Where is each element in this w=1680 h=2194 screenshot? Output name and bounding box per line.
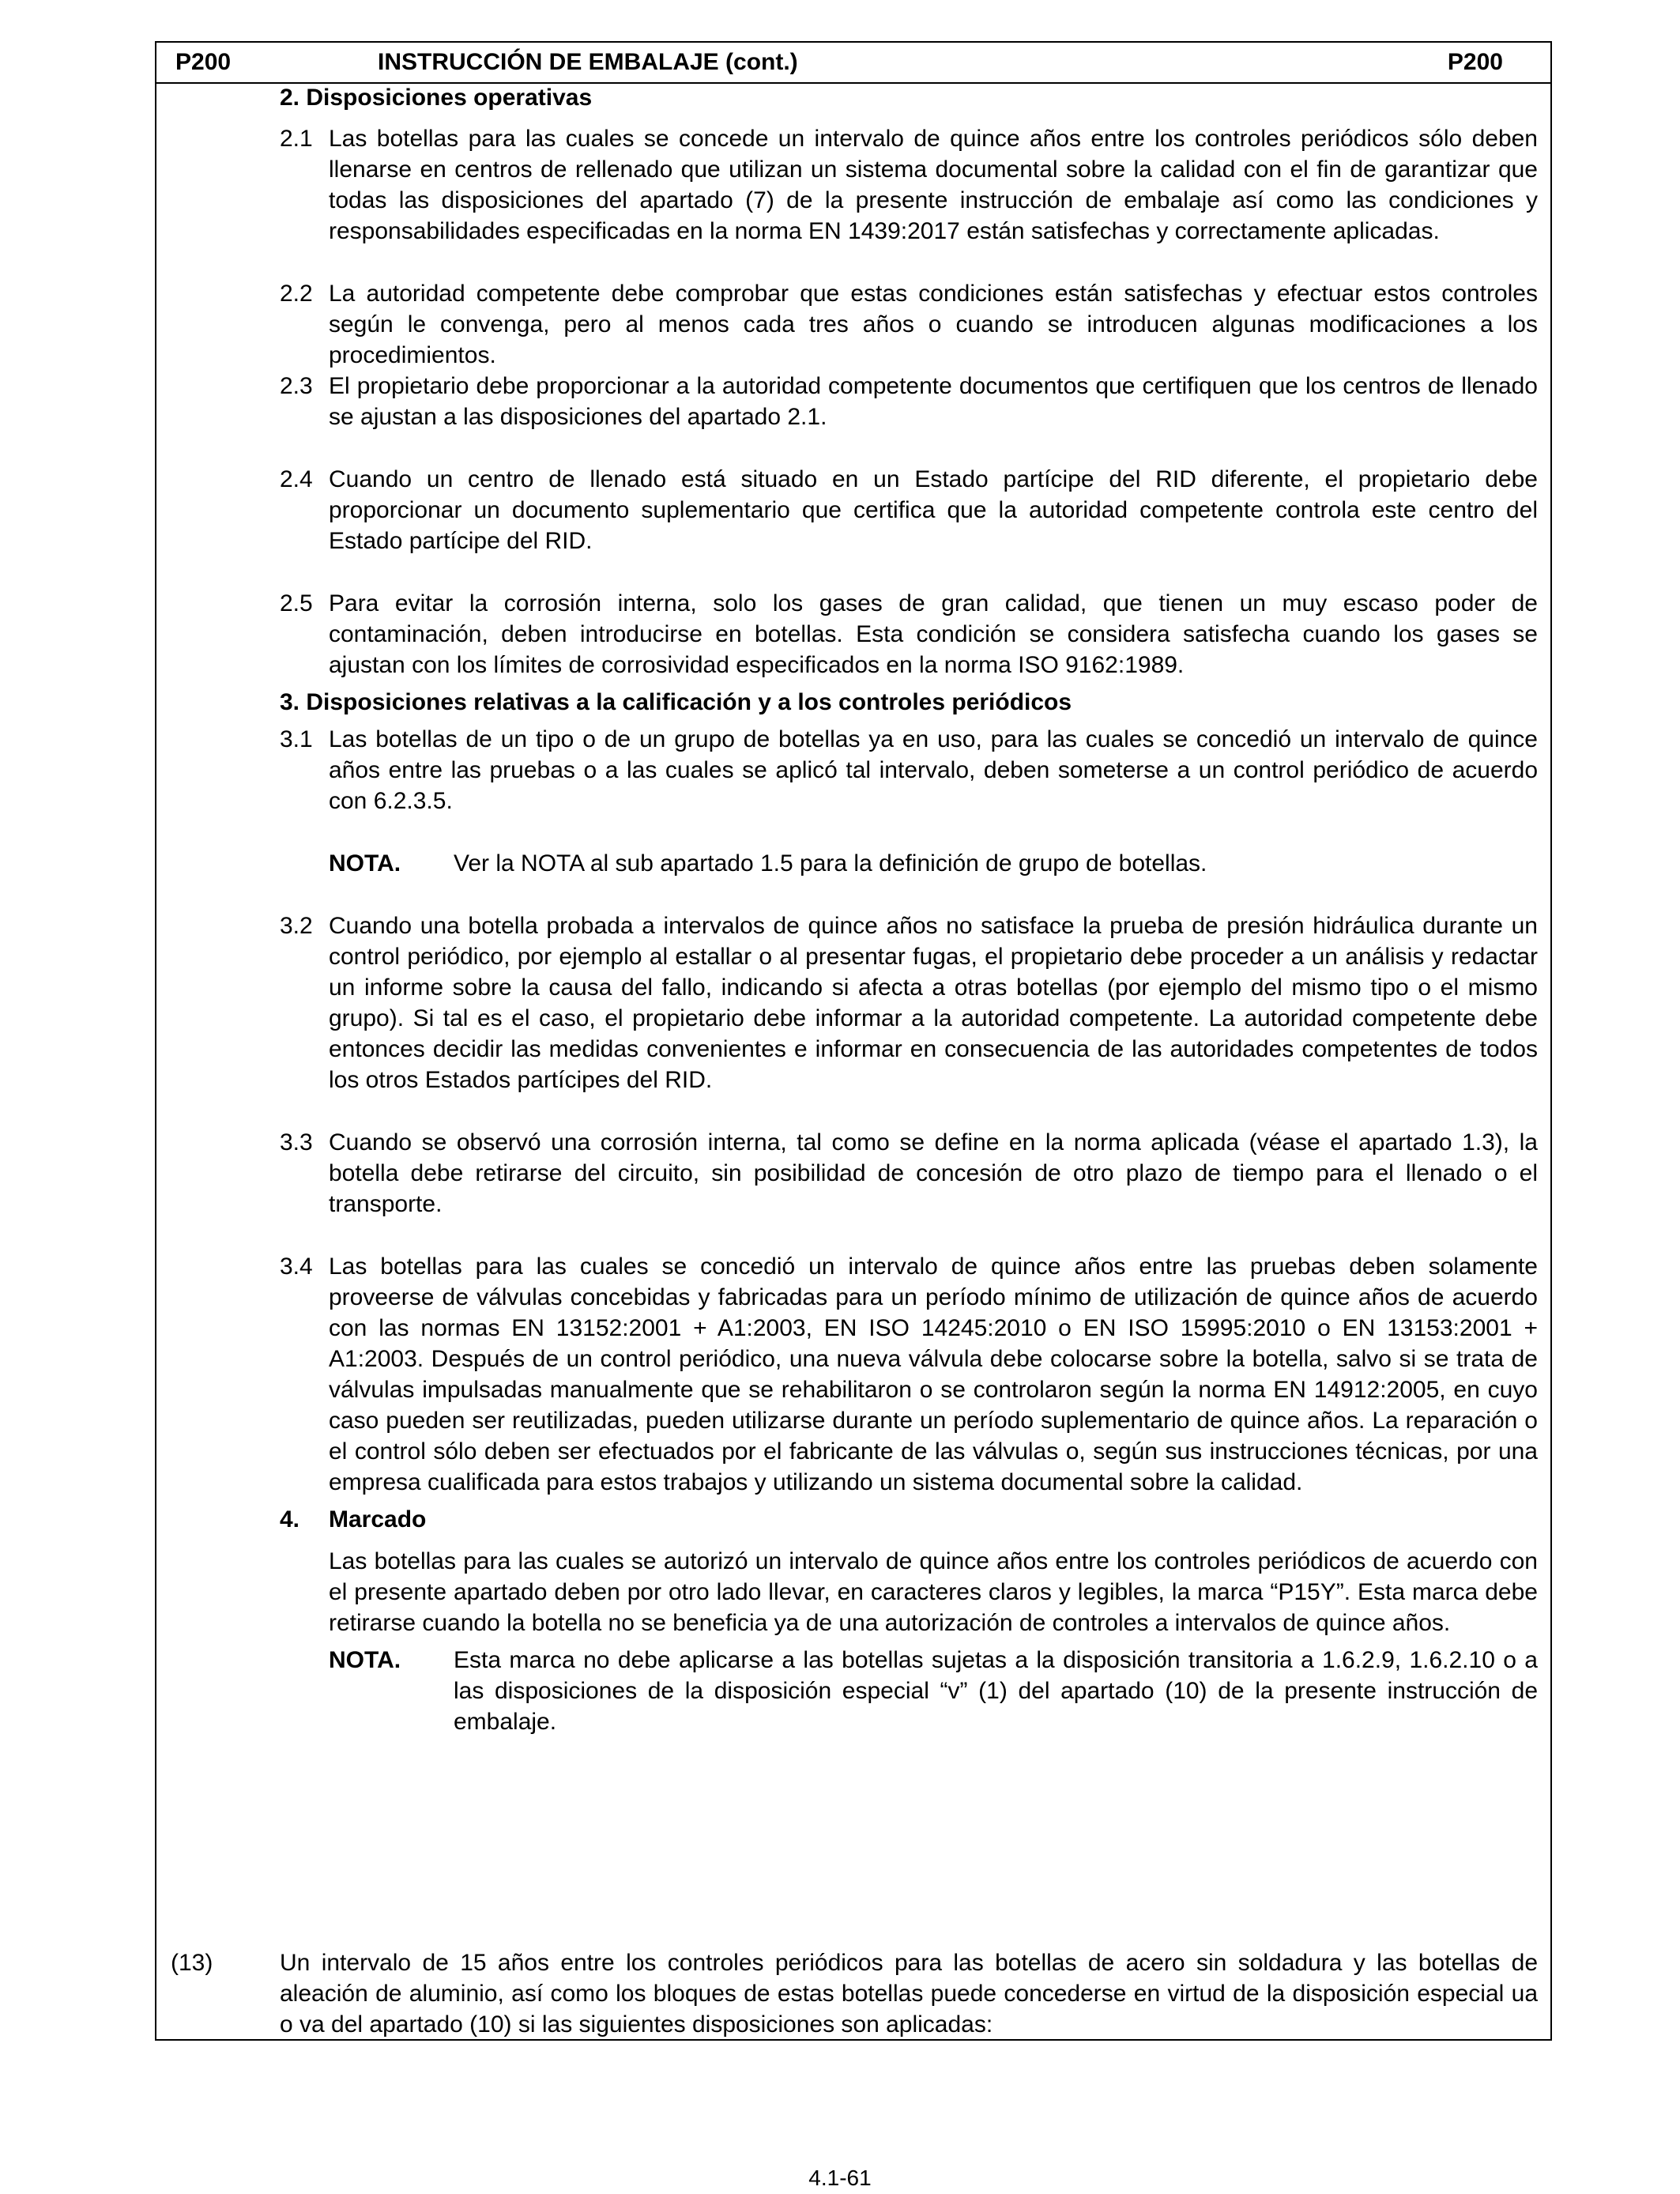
header-code-right: P200 xyxy=(1447,49,1503,75)
paragraph-number: 3.2 xyxy=(280,913,313,939)
paragraph-2-4 xyxy=(280,464,1538,556)
header-title: INSTRUCCIÓN DE EMBALAJE (cont.) xyxy=(378,49,798,75)
paragraph-text: Cuando una botella probada a intervalos de quince años no satisface la prueba de presión hidráulica durante un control periódico, por ejemplo al estallar o al presentar fugas, el propietario debe proceder a un análisis y redactar un informe sobre la causa del fallo, indicando si afecta a otras botellas (por ejemplo del mismo tipo o el mismo grupo). Si tal es el caso, el propietario debe informar a la autoridad competente. La autoridad competente debe entonces decidir las medidas convenientes e informar en consecuencia de las autoridades competentes de todos los otros Estados partícipes del RID. xyxy=(329,913,1538,1093)
section-3-title: 3. Disposiciones relativas a la calificación y a los controles periódicos xyxy=(280,689,1072,715)
paragraph-3-4 xyxy=(280,1251,1538,1498)
note-group-definition xyxy=(280,848,1538,879)
note-label: NOTA. xyxy=(329,1647,401,1673)
note-text: Ver la NOTA al sub apartado 1.5 para la definición de grupo de botellas. xyxy=(454,850,1207,876)
paragraph-text: Cuando un centro de llenado está situado en un Estado partícipe del RID diferente, el propietario debe proporcionar un documento suplementario que certifica que la autoridad competente controla este centro del Estado partícipe del RID. xyxy=(329,466,1538,554)
note-label: NOTA. xyxy=(329,850,401,876)
note-text: Esta marca no debe aplicarse a las botellas sujetas a la disposición transitoria a 1.6.2.9, 1.6.2.10 o a las disposiciones de la disposición especial “v” (1) del apartado (10) de la presente instrucción de embalaje. xyxy=(454,1647,1538,1735)
paragraph-3-2 xyxy=(280,910,1538,1095)
paragraph-text: Para evitar la corrosión interna, solo los gases de gran calidad, que tienen un muy escaso poder de contaminación, deben introducirse en botellas. Esta condición se considera satisfecha cuando los gases se ajustan con los límites de corrosividad especificados en la norma ISO 9162:1989. xyxy=(329,590,1538,678)
paragraph-number: 2.5 xyxy=(280,590,313,616)
header-code-left: P200 xyxy=(175,49,232,75)
section-number: 4. xyxy=(280,1506,300,1532)
note-marking-exception xyxy=(280,1645,1538,1737)
paragraph-number: 3.1 xyxy=(280,726,313,752)
paragraph-number: 2.3 xyxy=(280,373,313,399)
paragraph-text: Un intervalo de 15 años entre los controles periódicos para las botellas de acero sin soldadura y las botellas de aleación de aluminio, así como los bloques de estas botellas puede concederse en virtud de la disposición especial ua o va del apartado (10) si las siguientes disposiciones son aplicadas: xyxy=(280,1950,1538,2038)
paragraph-text: El propietario debe proporcionar a la autoridad competente documentos que certifiquen que los centros de llenado se ajustan a las disposiciones del apartado 2.1. xyxy=(329,373,1538,430)
paragraph-3-1 xyxy=(280,724,1538,816)
section-4-text: Las botellas para las cuales se autorizó un intervalo de quince años entre los controles periódicos de acuerdo con el presente apartado deben por otro lado llevar, en caracteres claros y legibles, la marca “P15Y”. Esta marca debe retirarse cuando la botella no se beneficia ya de una autorización de controles a intervalos de quince años. xyxy=(329,1548,1538,1636)
instruction-body xyxy=(280,82,1538,1737)
paragraph-13 xyxy=(171,1947,1538,2040)
paragraph-number: 2.4 xyxy=(280,466,313,492)
paragraph-number: (13) xyxy=(171,1950,213,1976)
section-4-title xyxy=(280,1504,1538,1535)
section-title-text: Marcado xyxy=(329,1506,427,1532)
page-number: 4.1-61 xyxy=(808,2166,872,2190)
section-2-title: 2. Disposiciones operativas xyxy=(280,85,593,111)
paragraph-3-3 xyxy=(280,1127,1538,1220)
paragraph-2-1 xyxy=(280,123,1538,247)
paragraph-text: Las botellas de un tipo o de un grupo de botellas ya en uso, para las cuales se concedió un intervalo de quince años entre las pruebas o a las cuales se aplicó tal intervalo, deben someterse a un control periódico de acuerdo con 6.2.3.5. xyxy=(329,726,1538,814)
paragraph-number: 2.2 xyxy=(280,281,313,307)
packing-instruction-frame xyxy=(155,41,1552,2041)
paragraph-number: 3.4 xyxy=(280,1253,313,1280)
paragraph-number: 2.1 xyxy=(280,126,313,152)
paragraph-2-3 xyxy=(280,371,1538,432)
paragraph-2-5 xyxy=(280,588,1538,680)
paragraph-text: Las botellas para las cuales se concedió un intervalo de quince años entre las pruebas deben solamente proveerse de válvulas concebidas y fabricadas para un período mínimo de utilización de quince años de acuerdo con las normas EN 13152:2001 + A1:2003, EN ISO 14245:2010 o EN ISO 15995:2010 o EN 13153:2001 + A1:2003. Después de un control periódico, una nueva válvula debe colocarse sobre la botella, salvo si se trata de válvulas impulsadas manualmente que se rehabilitaron o se controlaron según la norma EN 14912:2005, en cuyo caso pueden ser reutilizadas, pueden utilizarse durante un período suplementario de quince años. La reparación o el control sólo deben ser efectuados por el fabricante de las válvulas o, según sus instrucciones técnicas, por una empresa cualificada para estos trabajos y utilizando un sistema documental sobre la calidad. xyxy=(329,1253,1538,1495)
paragraph-number: 3.3 xyxy=(280,1129,313,1155)
paragraph-text: Cuando se observó una corrosión interna, tal como se define en la norma aplicada (véase el apartado 1.3), la botella debe retirarse del circuito, sin posibilidad de concesión de otro plazo de tiempo para el llenado o el transporte. xyxy=(329,1129,1538,1217)
paragraph-2-2 xyxy=(280,278,1538,371)
paragraph-text: La autoridad competente debe comprobar que estas condiciones están satisfechas y efectuar estos controles según le convenga, pero al menos cada tres años o cuando se introducen algunas modificaciones a los procedimientos. xyxy=(329,281,1538,368)
paragraph-text: Las botellas para las cuales se concede un intervalo de quince años entre los controles periódicos sólo deben llenarse en centros de rellenado que utilizan un sistema documental sobre la calidad con el fin de garantizar que todas las disposiciones del apartado (7) de la presente instrucción de embalaje así como las condiciones y responsabilidades especificadas en la norma EN 1439:2017 están satisfechas y correctamente aplicadas. xyxy=(329,126,1538,244)
